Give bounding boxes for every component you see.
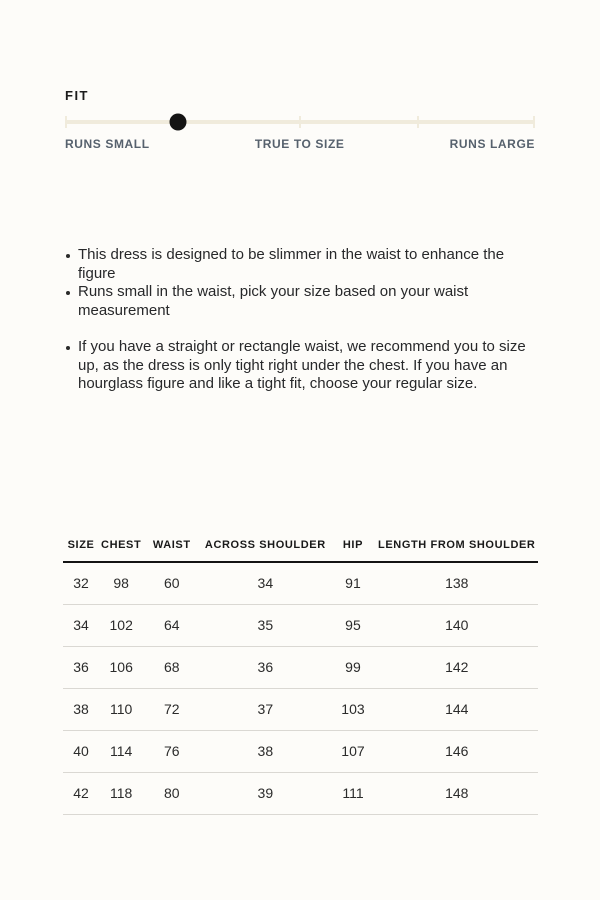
size-chart-column-header: CHEST — [99, 529, 143, 562]
size-chart-cell: 110 — [99, 688, 143, 730]
size-chart-row — [63, 604, 538, 646]
size-chart-row — [63, 688, 538, 730]
size-chart-header-row — [63, 529, 538, 562]
size-chart-row — [63, 646, 538, 688]
size-chart-column-header: SIZE — [63, 529, 99, 562]
fit-scale-labels — [65, 137, 535, 151]
size-chart-cell: 36 — [63, 646, 99, 688]
fit-notes-list-secondary — [65, 338, 535, 394]
size-chart-cell: 99 — [330, 646, 375, 688]
fit-notes-list-primary — [65, 246, 535, 320]
size-chart-cell: 138 — [376, 562, 538, 604]
fit-scale-tick — [533, 116, 535, 128]
size-chart-cell: 42 — [63, 772, 99, 814]
size-chart-cell: 106 — [99, 646, 143, 688]
fit-scale-label-runs-small: RUNS SMALL — [65, 137, 150, 151]
size-chart — [63, 529, 538, 815]
size-chart-cell: 111 — [330, 772, 375, 814]
size-chart-cell: 144 — [376, 688, 538, 730]
size-chart-row — [63, 772, 538, 814]
size-chart-cell: 35 — [200, 604, 330, 646]
fit-note-bullet: Runs small in the waist, pick your size based on your waist measurement — [65, 283, 535, 320]
size-chart-cell: 36 — [200, 646, 330, 688]
fit-section-title: FIT — [65, 88, 89, 103]
size-chart-cell: 118 — [99, 772, 143, 814]
size-chart-column-header: ACROSS SHOULDER — [200, 529, 330, 562]
fit-scale-tick — [417, 116, 419, 128]
fit-scale-tick — [299, 116, 301, 128]
size-chart-cell: 72 — [143, 688, 200, 730]
fit-indicator-section — [65, 88, 535, 151]
size-chart-cell: 102 — [99, 604, 143, 646]
size-chart-cell: 148 — [376, 772, 538, 814]
size-chart-body — [63, 562, 538, 814]
fit-indicator-dot — [169, 114, 186, 131]
size-chart-cell: 146 — [376, 730, 538, 772]
fit-scale — [65, 113, 535, 131]
size-chart-cell: 98 — [99, 562, 143, 604]
size-chart-cell: 34 — [63, 604, 99, 646]
size-chart-cell: 64 — [143, 604, 200, 646]
size-chart-cell: 60 — [143, 562, 200, 604]
size-chart-cell: 38 — [200, 730, 330, 772]
size-chart-header — [63, 529, 538, 562]
size-chart-row — [63, 730, 538, 772]
size-chart-cell: 32 — [63, 562, 99, 604]
fit-scale-label-runs-large: RUNS LARGE — [449, 137, 535, 151]
size-chart-table — [63, 529, 538, 815]
size-chart-cell: 142 — [376, 646, 538, 688]
size-chart-cell: 95 — [330, 604, 375, 646]
size-chart-cell: 140 — [376, 604, 538, 646]
fit-notes — [65, 246, 535, 394]
size-chart-column-header: HIP — [330, 529, 375, 562]
size-chart-cell: 103 — [330, 688, 375, 730]
size-chart-cell: 107 — [330, 730, 375, 772]
size-chart-row — [63, 562, 538, 604]
size-chart-cell: 76 — [143, 730, 200, 772]
fit-note-bullet: This dress is designed to be slimmer in the waist to enhance the figure — [65, 246, 535, 283]
size-chart-cell: 80 — [143, 772, 200, 814]
size-chart-cell: 91 — [330, 562, 375, 604]
size-chart-cell: 114 — [99, 730, 143, 772]
size-chart-cell: 40 — [63, 730, 99, 772]
size-chart-cell: 38 — [63, 688, 99, 730]
size-chart-cell: 34 — [200, 562, 330, 604]
size-chart-column-header: LENGTH FROM SHOULDER — [376, 529, 538, 562]
size-chart-cell: 68 — [143, 646, 200, 688]
fit-scale-tick — [65, 116, 67, 128]
size-chart-cell: 39 — [200, 772, 330, 814]
size-chart-column-header: WAIST — [143, 529, 200, 562]
fit-note-bullet: If you have a straight or rectangle waist, we recommend you to size up, as the dress is only tight right under the chest. If you have an hourglass figure and like a tight fit, choose your regular size. — [65, 338, 535, 394]
size-chart-cell: 37 — [200, 688, 330, 730]
fit-scale-label-true-to-size: TRUE TO SIZE — [254, 137, 345, 151]
